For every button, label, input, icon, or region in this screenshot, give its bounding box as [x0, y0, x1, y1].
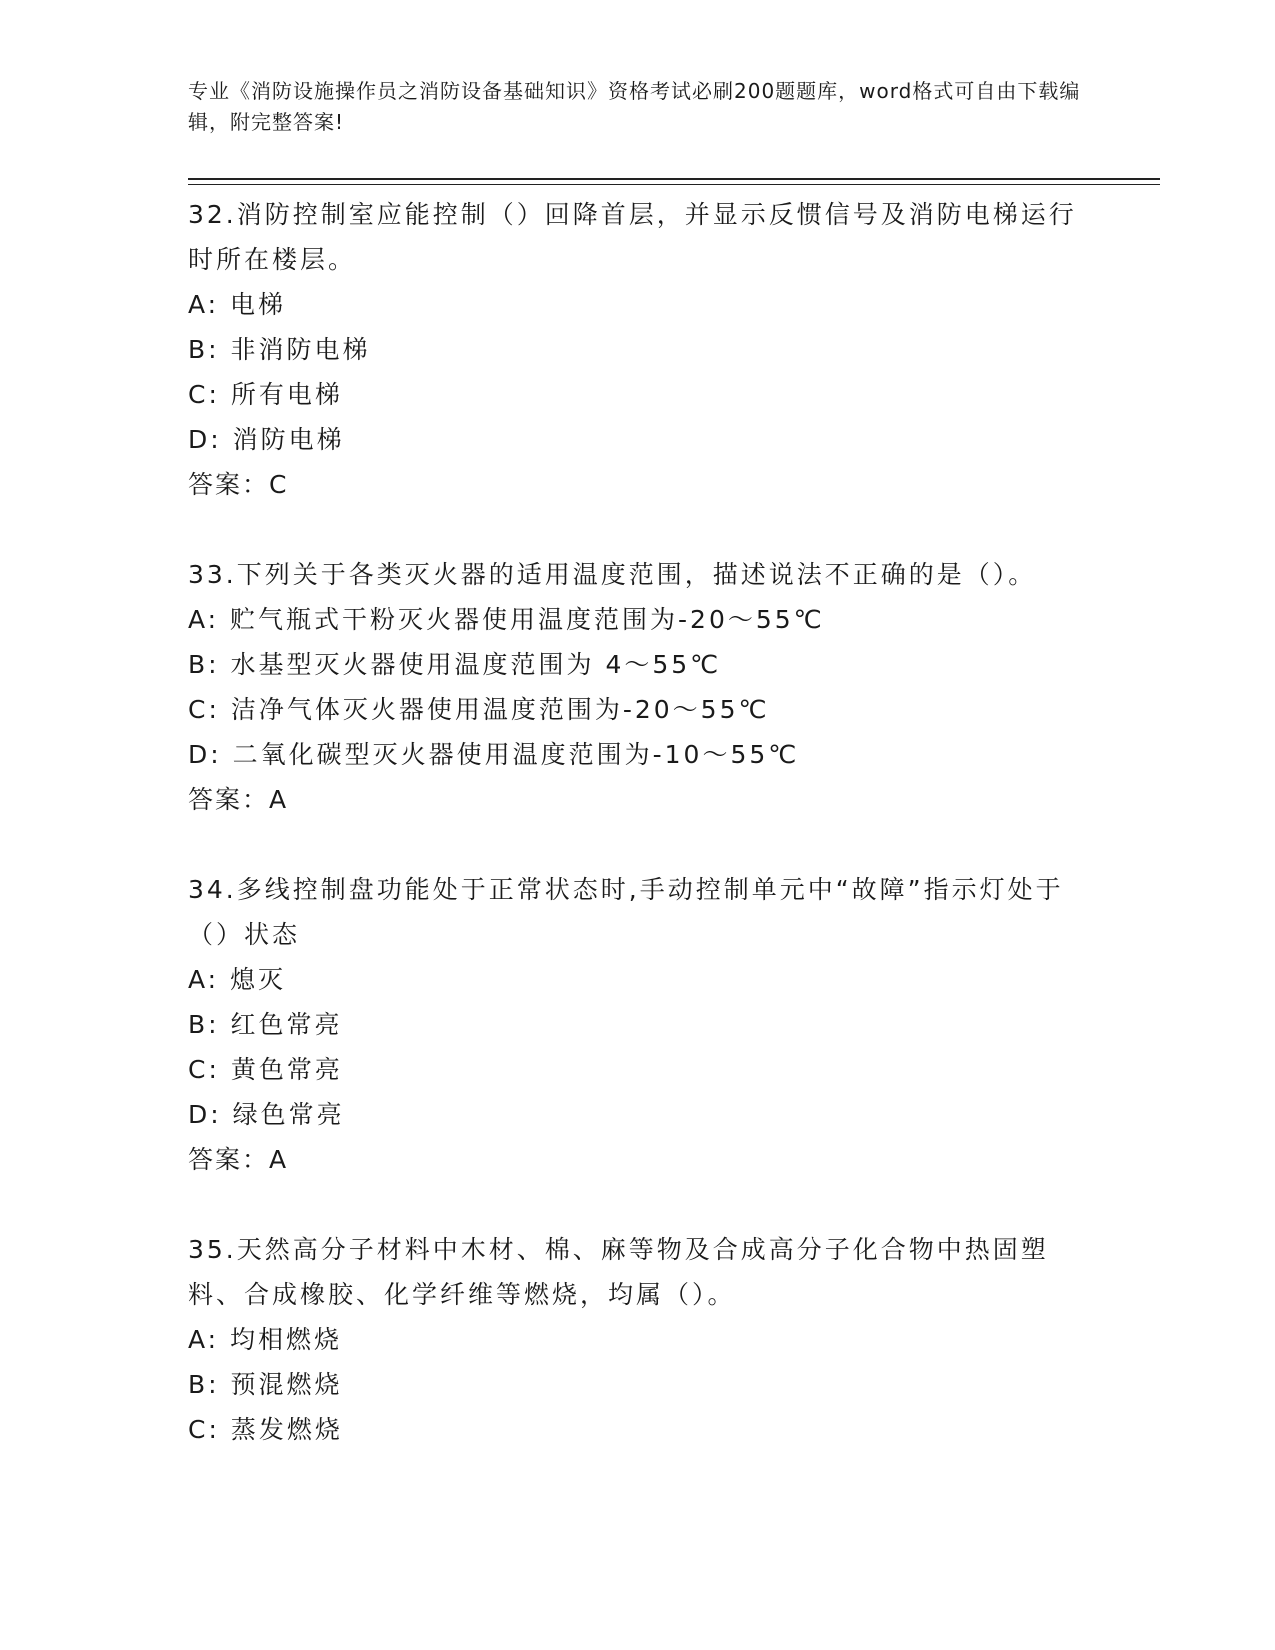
- option-a: A: 电梯: [188, 290, 287, 319]
- option-b: B: 非消防电梯: [188, 335, 371, 364]
- question-text: 35.天然高分子材料中木材、棉、麻等物及合成高分子化合物中热固塑料、合成橡胶、化学纤维等燃烧，均属（）。: [188, 1235, 1049, 1309]
- question-33: [188, 552, 1088, 822]
- question-list: [188, 192, 1088, 1497]
- option-a: A: 熄灭: [188, 965, 287, 994]
- option-d: D: 绿色常亮: [188, 1100, 345, 1129]
- option-a: A: 贮气瓶式干粉灭火器使用温度范围为-20～55℃: [188, 605, 825, 634]
- question-35: [188, 1227, 1088, 1452]
- option-a: A: 均相燃烧: [188, 1325, 343, 1354]
- question-text: 32.消防控制室应能控制（）回降首层，并显示反惯信号及消防电梯运行时所在楼层。: [188, 200, 1077, 274]
- question-32: [188, 192, 1088, 507]
- option-c: C: 所有电梯: [188, 380, 343, 409]
- question-34: [188, 867, 1088, 1182]
- option-d: D: 二氧化碳型灭火器使用温度范围为-10～55℃: [188, 740, 800, 769]
- option-c: C: 黄色常亮: [188, 1055, 343, 1084]
- option-b: B: 红色常亮: [188, 1010, 343, 1039]
- option-c: C: 蒸发燃烧: [188, 1415, 343, 1444]
- question-text: 33.下列关于各类灭火器的适用温度范围，描述说法不正确的是（）。: [188, 560, 1037, 589]
- option-b: B: 水基型灭火器使用温度范围为 4～55℃: [188, 650, 722, 679]
- answer: 答案：C: [188, 470, 289, 499]
- option-c: C: 洁净气体灭火器使用温度范围为-20～55℃: [188, 695, 770, 724]
- answer: 答案：A: [188, 785, 289, 814]
- header-divider-bottom: [188, 184, 1160, 185]
- question-text: 34.多线控制盘功能处于正常状态时,手动控制单元中“故障”指示灯处于（）状态: [188, 875, 1064, 949]
- answer: 答案：A: [188, 1145, 289, 1174]
- option-b: B: 预混燃烧: [188, 1370, 343, 1399]
- document-header: 专业《消防设施操作员之消防设备基础知识》资格考试必刷200题题库，word格式可自由下载编辑，附完整答案!: [188, 79, 1081, 134]
- option-d: D: 消防电梯: [188, 425, 345, 454]
- header-divider-top: [188, 178, 1160, 180]
